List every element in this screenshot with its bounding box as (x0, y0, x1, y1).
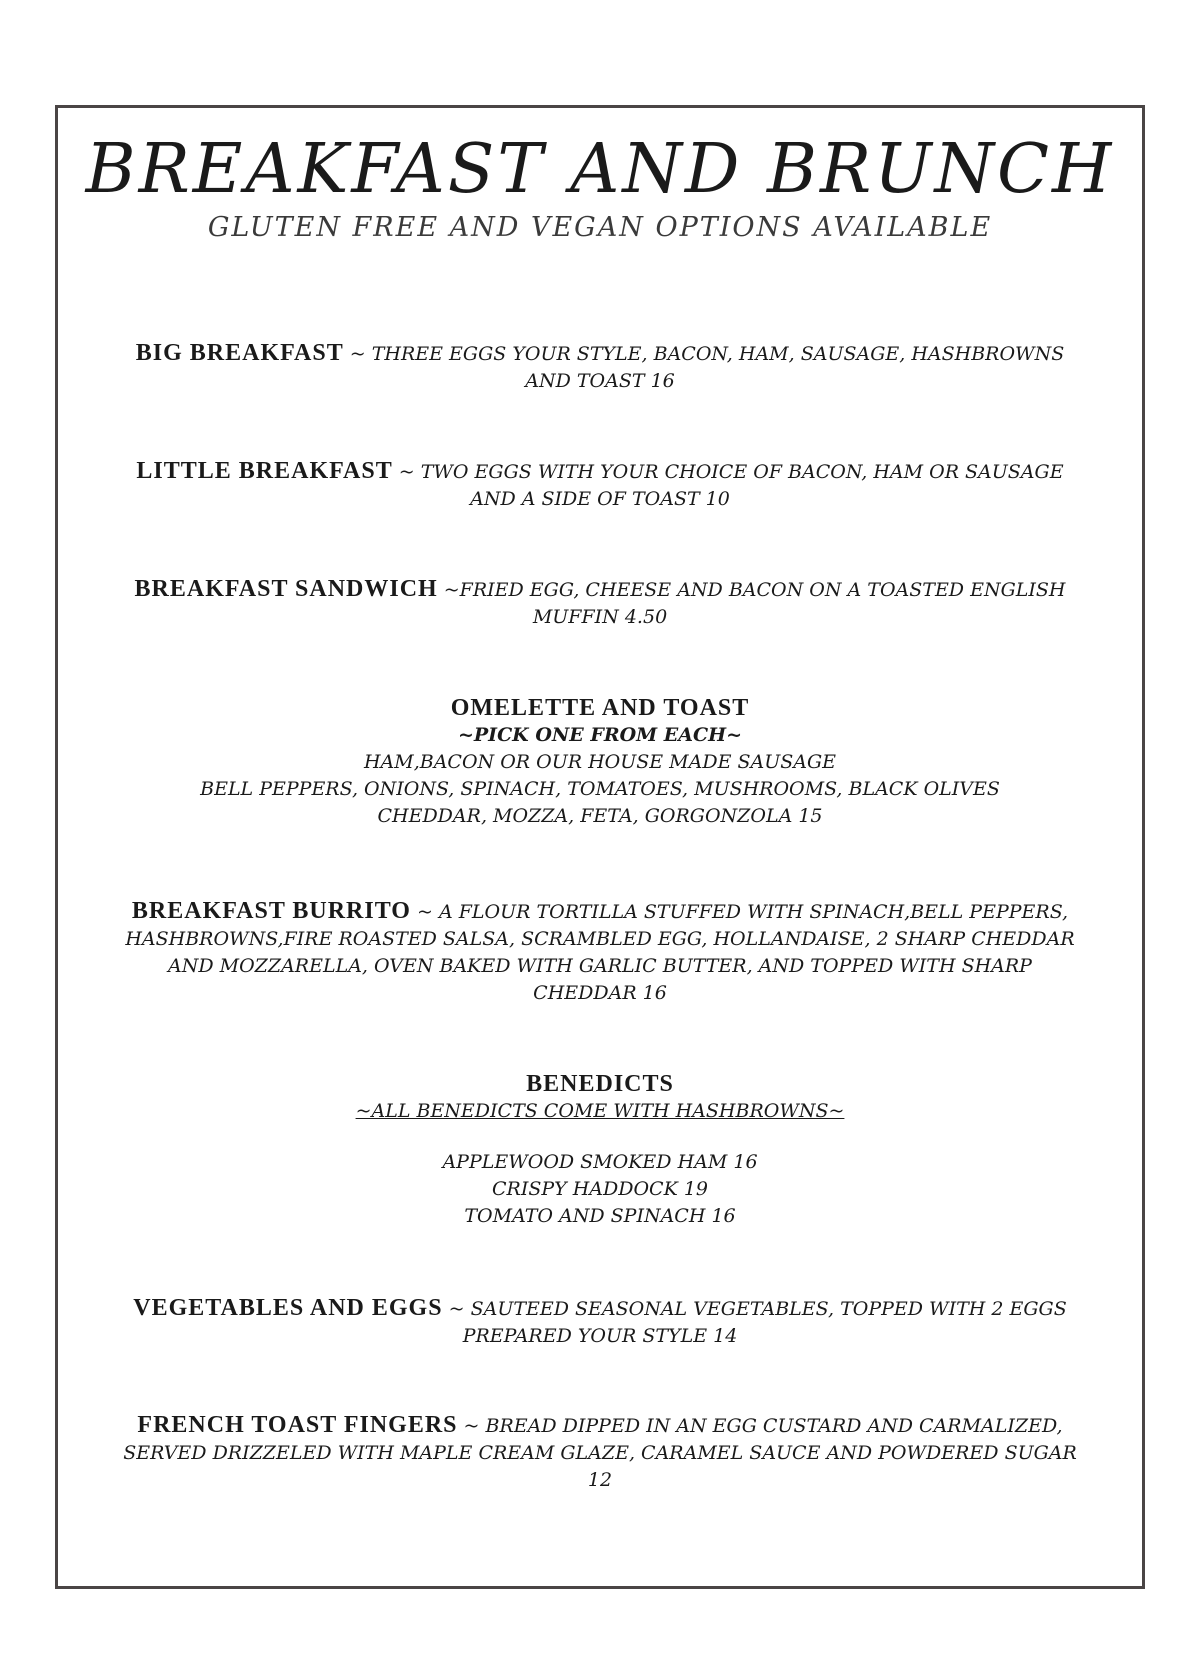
menu-title: BREAKFAST AND BRUNCH (85, 130, 1115, 209)
section-subheading: ~ALL BENEDICTS COME WITH HASHBROWNS~ (355, 1100, 845, 1122)
menu-section-omelette (120, 694, 1080, 830)
menu-border-frame (55, 105, 1145, 1589)
item-description: ~ SAUTEED SEASONAL VEGETABLES, TOPPED WITH 2 EGGS PREPARED YOUR STYLE 14 (442, 1298, 1067, 1347)
item-description: ~ A FLOUR TORTILLA STUFFED WITH SPINACH,BELL PEPPERS, HASHBROWNS,FIRE ROASTED SALSA, SCRAMBLED EGG, HOLLANDAISE, 2 SHARP CHEDDAR AND MOZZARELLA, OVEN BAKED WITH GARLIC BUTTER, AND TOPPED WITH SHARP CHEDDAR 16 (125, 901, 1075, 1004)
menu-item-little-breakfast (120, 458, 1080, 513)
item-name: BREAKFAST BURRITO (131, 898, 411, 924)
benedict-option-line: APPLEWOOD SMOKED HAM 16 (442, 1151, 758, 1173)
menu-item-french-toast-fingers (120, 1412, 1080, 1494)
item-description: ~ THREE EGGS YOUR STYLE, BACON, HAM, SAUSAGE, HASHBROWNS AND TOAST 16 (343, 343, 1065, 392)
omelette-option-line: HAM,BACON OR OUR HOUSE MADE SAUSAGE (363, 751, 837, 773)
omelette-option-line: BELL PEPPERS, ONIONS, SPINACH, TOMATOES, MUSHROOMS, BLACK OLIVES (200, 778, 1000, 800)
item-name: LITTLE BREAKFAST (136, 458, 393, 484)
menu-item-vegetables-and-eggs (120, 1295, 1080, 1350)
item-name: VEGETABLES AND EGGS (133, 1295, 443, 1321)
spacer (120, 1125, 1080, 1149)
item-name: BIG BREAKFAST (135, 340, 344, 366)
benedict-option-line: TOMATO AND SPINACH 16 (464, 1205, 736, 1227)
section-subheading: ~PICK ONE FROM EACH~ (457, 724, 743, 746)
menu-section-benedicts (120, 1070, 1080, 1230)
omelette-option-line: CHEDDAR, MOZZA, FETA, GORGONZOLA 15 (377, 805, 823, 827)
section-heading: OMELETTE AND TOAST (450, 695, 750, 721)
menu-item-breakfast-sandwich (120, 576, 1080, 631)
item-description: ~ BREAD DIPPED IN AN EGG CUSTARD AND CARMALIZED, SERVED DRIZZELED WITH MAPLE CREAM GLAZE, CARAMEL SAUCE AND POWDERED SUGAR 12 (123, 1415, 1077, 1491)
item-name: BREAKFAST SANDWICH (134, 576, 438, 602)
section-heading: BENEDICTS (526, 1071, 674, 1097)
menu-subtitle: GLUTEN FREE AND VEGAN OPTIONS AVAILABLE (207, 212, 993, 243)
benedict-option-line: CRISPY HADDOCK 19 (491, 1178, 708, 1200)
item-name: FRENCH TOAST FINGERS (137, 1412, 458, 1438)
menu-item-big-breakfast (120, 340, 1080, 395)
item-description: ~FRIED EGG, CHEESE AND BACON ON A TOASTED ENGLISH MUFFIN 4.50 (437, 579, 1066, 628)
menu-item-breakfast-burrito (120, 898, 1080, 1007)
item-description: ~ TWO EGGS WITH YOUR CHOICE OF BACON, HAM OR SAUSAGE AND A SIDE OF TOAST 10 (392, 461, 1064, 510)
